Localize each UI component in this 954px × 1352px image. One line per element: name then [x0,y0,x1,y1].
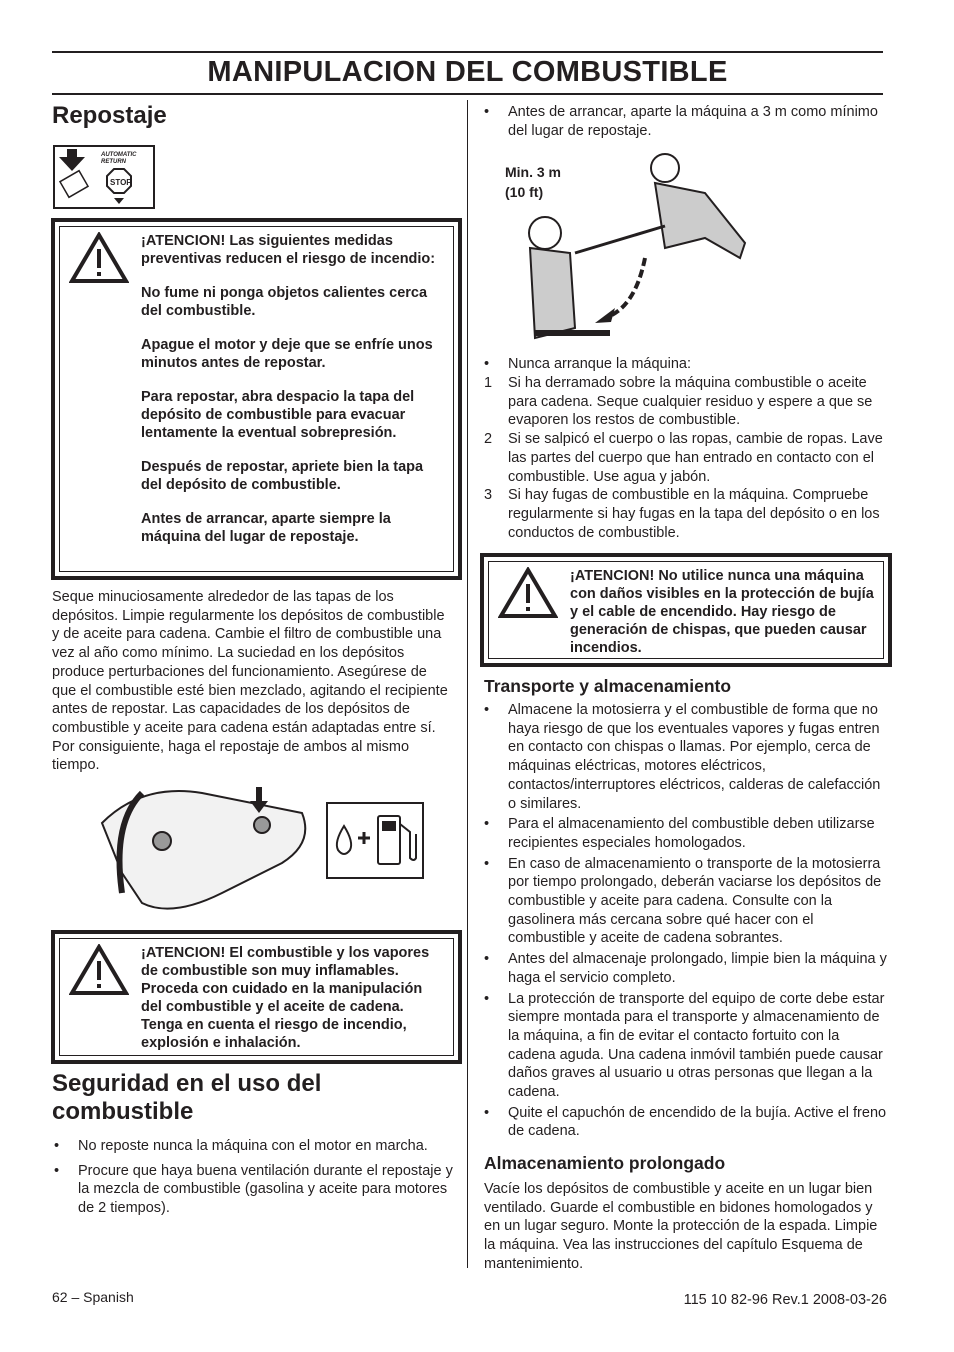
warning-box-spark [480,553,892,667]
list-item: • Antes del almacenaje prolongado, limpie bien la máquina y haga el servicio completo. [482,950,887,987]
automatic-return-stop-icon [53,145,155,209]
footer-page-number: 62 – Spanish [52,1289,134,1305]
list-item: • Procure que haya buena ventilación durante el repostaje y la mezcla de combustible (gasolina y aceite para motores de 2 tiempos). [52,1162,457,1218]
storage-paragraph: Vacíe los depósitos de combustible y aceite en un lugar bien ventilado. Guarde el combustible en bidones homologados y en un lugar seguro. Monte la protección de la espada. Limpie la máquina. Vea las instrucciones del capítulo Esquema de mantenimiento. [484,1181,878,1272]
distance-metric: Min. 3 m [505,164,562,180]
warning-text: Después de repostar, apriete bien la tapa del depósito de combustible. [141,459,424,493]
list-item: • La protección de transporte del equipo de corte debe estar siempre montada para el transporte y almacenamiento de la máquina, a fin de evitar el contacto fortuito con la cadena aguda. Una cadena inmóvil también puede causar daños graves al usuario u otras personas que llegan a la cadena. [482,990,887,1102]
list-item: • Para el almacenamiento del combustible deben utilizarse recipientes especiales homologados. [482,815,887,852]
list-item [482,374,887,430]
warning-triangle-icon [69,232,129,284]
refuel-paragraph: Seque minuciosamente alrededor de las tapas de los depósitos. Limpie regularmente los depósitos de combustible y de aceite para cadena. Cambie el filtro de combustible una vez al año como mínimo. La suciedad en los depósitos produce perturbaciones del funcionamiento. Asegúrese de que el combustible esté bien mezclado, agitando el recipiente antes de repostar. Las capacidades de los depósitos de combustible y aceite para cadena están adaptadas entre sí. Por consiguiente, haga el repostaje de ambos al mismo tiempo. [52,589,448,774]
warning-text: ¡ATENCION! No utilice nunca una máquina con daños visibles en la protección de bujía y el cable de encendido. Hay riesgo de generación de chispas, que pueden causar incendios. [570,568,874,656]
item-number: 1 [484,375,493,391]
svg-text:RETURN: RETURN [101,159,126,165]
warning-text: Para repostar, abra despacio la tapa del depósito de combustible para evacuar lentamente la eventual sobrepresión. [141,389,415,441]
page-title: MANIPULACION DEL COMBUSTIBLE [207,56,728,88]
header-rule-top [52,51,883,53]
section-title-transporte: Transporte y almacenamiento [484,676,732,696]
list-item: • Almacene la motosierra y el combustible de forma que no haya riesgo de que los eventuales vapores y fugas entren en contacto con chispas o llamas. Por ejemplo, cerca de máquinas eléctricas, motores eléctricos, contactos/interruptores eléctricos, calderas de calefacción o similares. [482,701,887,813]
bullet-list-never [482,355,887,376]
warning-text: Apague el motor y deje que se enfríe unos minutos antes de repostar. [141,337,433,371]
warning-text: No fume ni ponga objetos calientes cerca del combustible. [141,285,428,319]
section-title-seguridad: Seguridad en el uso del combustible [52,1070,322,1125]
safety-bullet-list [52,1137,457,1220]
operator-distance-illustration [515,148,760,348]
list-item [482,430,887,486]
svg-text:AUTOMATIC: AUTOMATIC [101,152,137,158]
section-title-repostaje: Repostaje [52,102,167,129]
svg-text:STOP: STOP [110,178,132,187]
fuel-oil-pump-icon [326,802,424,879]
numbered-list [482,374,887,542]
chainsaw-fuel-cap-illustration [82,783,318,923]
transport-bullet-list [482,701,887,1143]
warning-text: ¡ATENCION! El combustible y los vapores de combustible son muy inflamables. Proceda con cuidado en la manipulación del combustible y el aceite de cadena. Tenga en cuenta el riesgo de incendio, explosión e inhalación. [141,945,430,1051]
list-item: • Nunca arranque la máquina: [482,355,887,374]
header-rule-bottom [52,93,883,95]
item-text: Si hay fugas de combustible en la máquina. Compruebe regularmente si hay fugas en la tapa del depósito o en los conductos de combustible. [508,487,880,541]
warning-triangle-icon [498,567,558,619]
item-text: Si ha derramado sobre la máquina combustible o aceite para cadena. Seque cualquier residuo y espere a que se evaporen los restos de combustible. [508,375,873,429]
item-number: 2 [484,431,493,448]
list-item: • Antes de arrancar, aparte la máquina a 3 m como mínimo del lugar de repostaje. [482,103,887,140]
footer-document-id: 115 10 82-96 Rev.1 2008-03-26 [683,1292,887,1308]
bullet-list-top [482,103,887,142]
list-item: • No reposte nunca la máquina con el motor en marcha. [52,1137,457,1156]
section-title-almacenamiento: Almacenamiento prolongado [484,1153,726,1173]
list-item: • En caso de almacenamiento o transporte de la motosierra por tiempo prolongado, deberán vaciarse los depósitos de combustible y aceite para cadena. Consulte con la gasolinera más cercana sobre qué hacer con el combustible y aceite de cadena sobrantes. [482,855,887,949]
warning-text: Antes de arrancar, aparte siempre la máquina del lugar de repostaje. [141,511,391,545]
warning-triangle-icon [69,944,129,996]
list-item: • Quite el capuchón de encendido de la bujía. Active el freno de cadena. [482,1104,887,1141]
item-number: 3 [484,487,493,504]
item-text: Si se salpicó el cuerpo o las ropas, cambie de ropas. Lave las partes del cuerpo que han entrado en contacto con el combustible. Use agua y jabón. [508,431,883,485]
warning-box-flammable [51,930,462,1064]
distance-imperial: (10 ft) [505,184,544,200]
warning-box-fire [51,218,462,580]
list-item [482,486,887,542]
warning-text: ¡ATENCION! Las siguientes medidas preventivas reducen el riesgo de incendio: [141,233,436,267]
column-divider [467,100,468,1268]
